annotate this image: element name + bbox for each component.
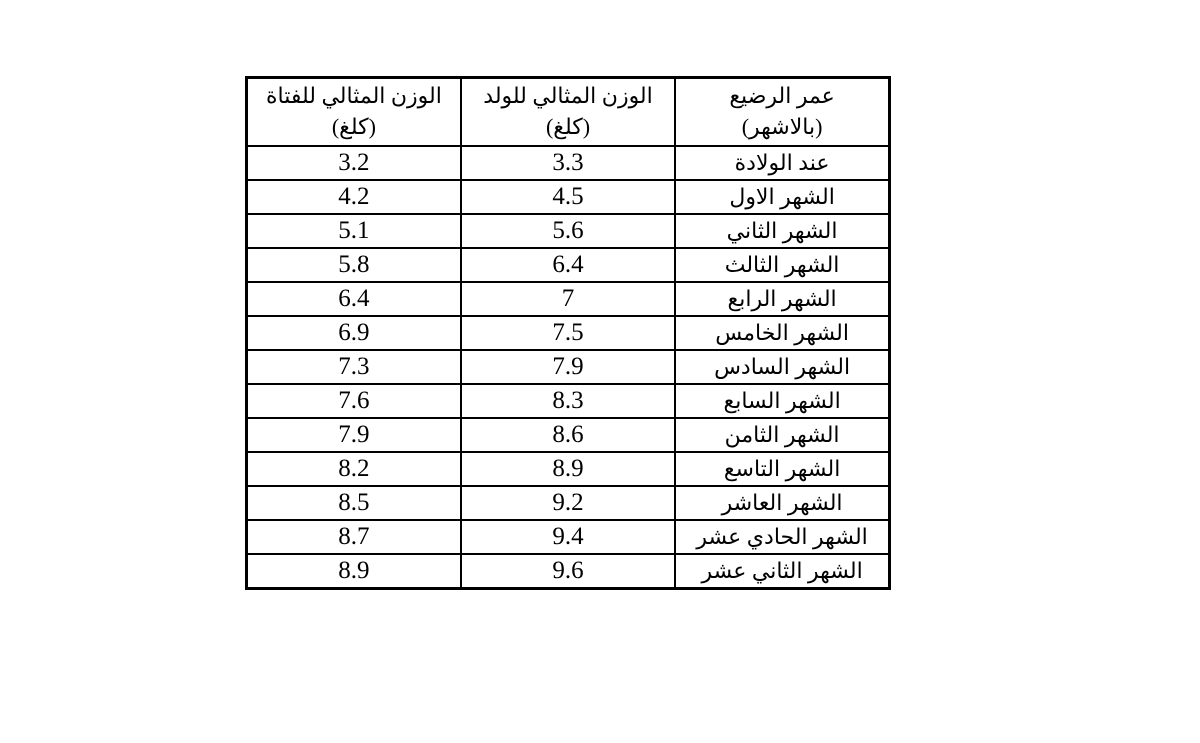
cell-girl-weight: 6.4 — [247, 282, 461, 316]
cell-boy-weight: 9.2 — [461, 486, 675, 520]
cell-age: الشهر العاشر — [675, 486, 889, 520]
table-row — [247, 180, 890, 214]
cell-girl-weight: 7.6 — [247, 384, 461, 418]
table-row — [247, 554, 890, 589]
header-age-title: عمر الرضيع — [729, 83, 835, 109]
cell-age: الشهر الثامن — [675, 418, 889, 452]
cell-boy-weight: 7.9 — [461, 350, 675, 384]
cell-girl-weight: 8.7 — [247, 520, 461, 554]
header-girl-title: الوزن المثالي للفتاة — [265, 83, 442, 109]
cell-girl-weight: 6.9 — [247, 316, 461, 350]
cell-girl-weight: 8.5 — [247, 486, 461, 520]
cell-age: الشهر السادس — [675, 350, 889, 384]
cell-boy-weight: 3.3 — [461, 146, 675, 180]
table-row — [247, 452, 890, 486]
header-row — [247, 78, 890, 147]
table-row — [247, 418, 890, 452]
table-row — [247, 384, 890, 418]
cell-girl-weight: 7.3 — [247, 350, 461, 384]
header-girl-column — [247, 78, 461, 147]
cell-boy-weight: 8.3 — [461, 384, 675, 418]
cell-age: الشهر الثاني — [675, 214, 889, 248]
cell-girl-weight: 5.8 — [247, 248, 461, 282]
header-age-column — [675, 78, 889, 147]
cell-boy-weight: 8.6 — [461, 418, 675, 452]
cell-boy-weight: 8.9 — [461, 452, 675, 486]
cell-age: الشهر التاسع — [675, 452, 889, 486]
table-header — [247, 78, 890, 147]
cell-boy-weight: 7 — [461, 282, 675, 316]
cell-age: الشهر السابع — [675, 384, 889, 418]
cell-age: الشهر الخامس — [675, 316, 889, 350]
table-row — [247, 486, 890, 520]
cell-boy-weight: 9.4 — [461, 520, 675, 554]
header-boy-title: الوزن المثالي للولد — [483, 83, 653, 109]
table-row — [247, 520, 890, 554]
table-row — [247, 214, 890, 248]
table-row — [247, 146, 890, 180]
table-row — [247, 282, 890, 316]
cell-age: الشهر الرابع — [675, 282, 889, 316]
cell-boy-weight: 4.5 — [461, 180, 675, 214]
table-row — [247, 248, 890, 282]
table-row — [247, 350, 890, 384]
cell-age: عند الولادة — [675, 146, 889, 180]
cell-boy-weight: 9.6 — [461, 554, 675, 589]
header-boy-unit: (كلغ) — [545, 114, 591, 139]
header-age-unit: (بالاشهر) — [741, 114, 823, 139]
cell-boy-weight: 6.4 — [461, 248, 675, 282]
cell-age: الشهر الثاني عشر — [675, 554, 889, 589]
table-body — [247, 146, 890, 589]
header-boy-column — [461, 78, 675, 147]
cell-age: الشهر الثالث — [675, 248, 889, 282]
header-girl-unit: (كلغ) — [331, 114, 376, 139]
cell-girl-weight: 3.2 — [247, 146, 461, 180]
cell-girl-weight: 8.9 — [247, 554, 461, 589]
infant-weight-table — [245, 76, 891, 590]
cell-girl-weight: 7.9 — [247, 418, 461, 452]
cell-girl-weight: 8.2 — [247, 452, 461, 486]
table-row — [247, 316, 890, 350]
cell-boy-weight: 7.5 — [461, 316, 675, 350]
cell-age: الشهر الاول — [675, 180, 889, 214]
cell-boy-weight: 5.6 — [461, 214, 675, 248]
cell-girl-weight: 4.2 — [247, 180, 461, 214]
cell-age: الشهر الحادي عشر — [675, 520, 889, 554]
cell-girl-weight: 5.1 — [247, 214, 461, 248]
